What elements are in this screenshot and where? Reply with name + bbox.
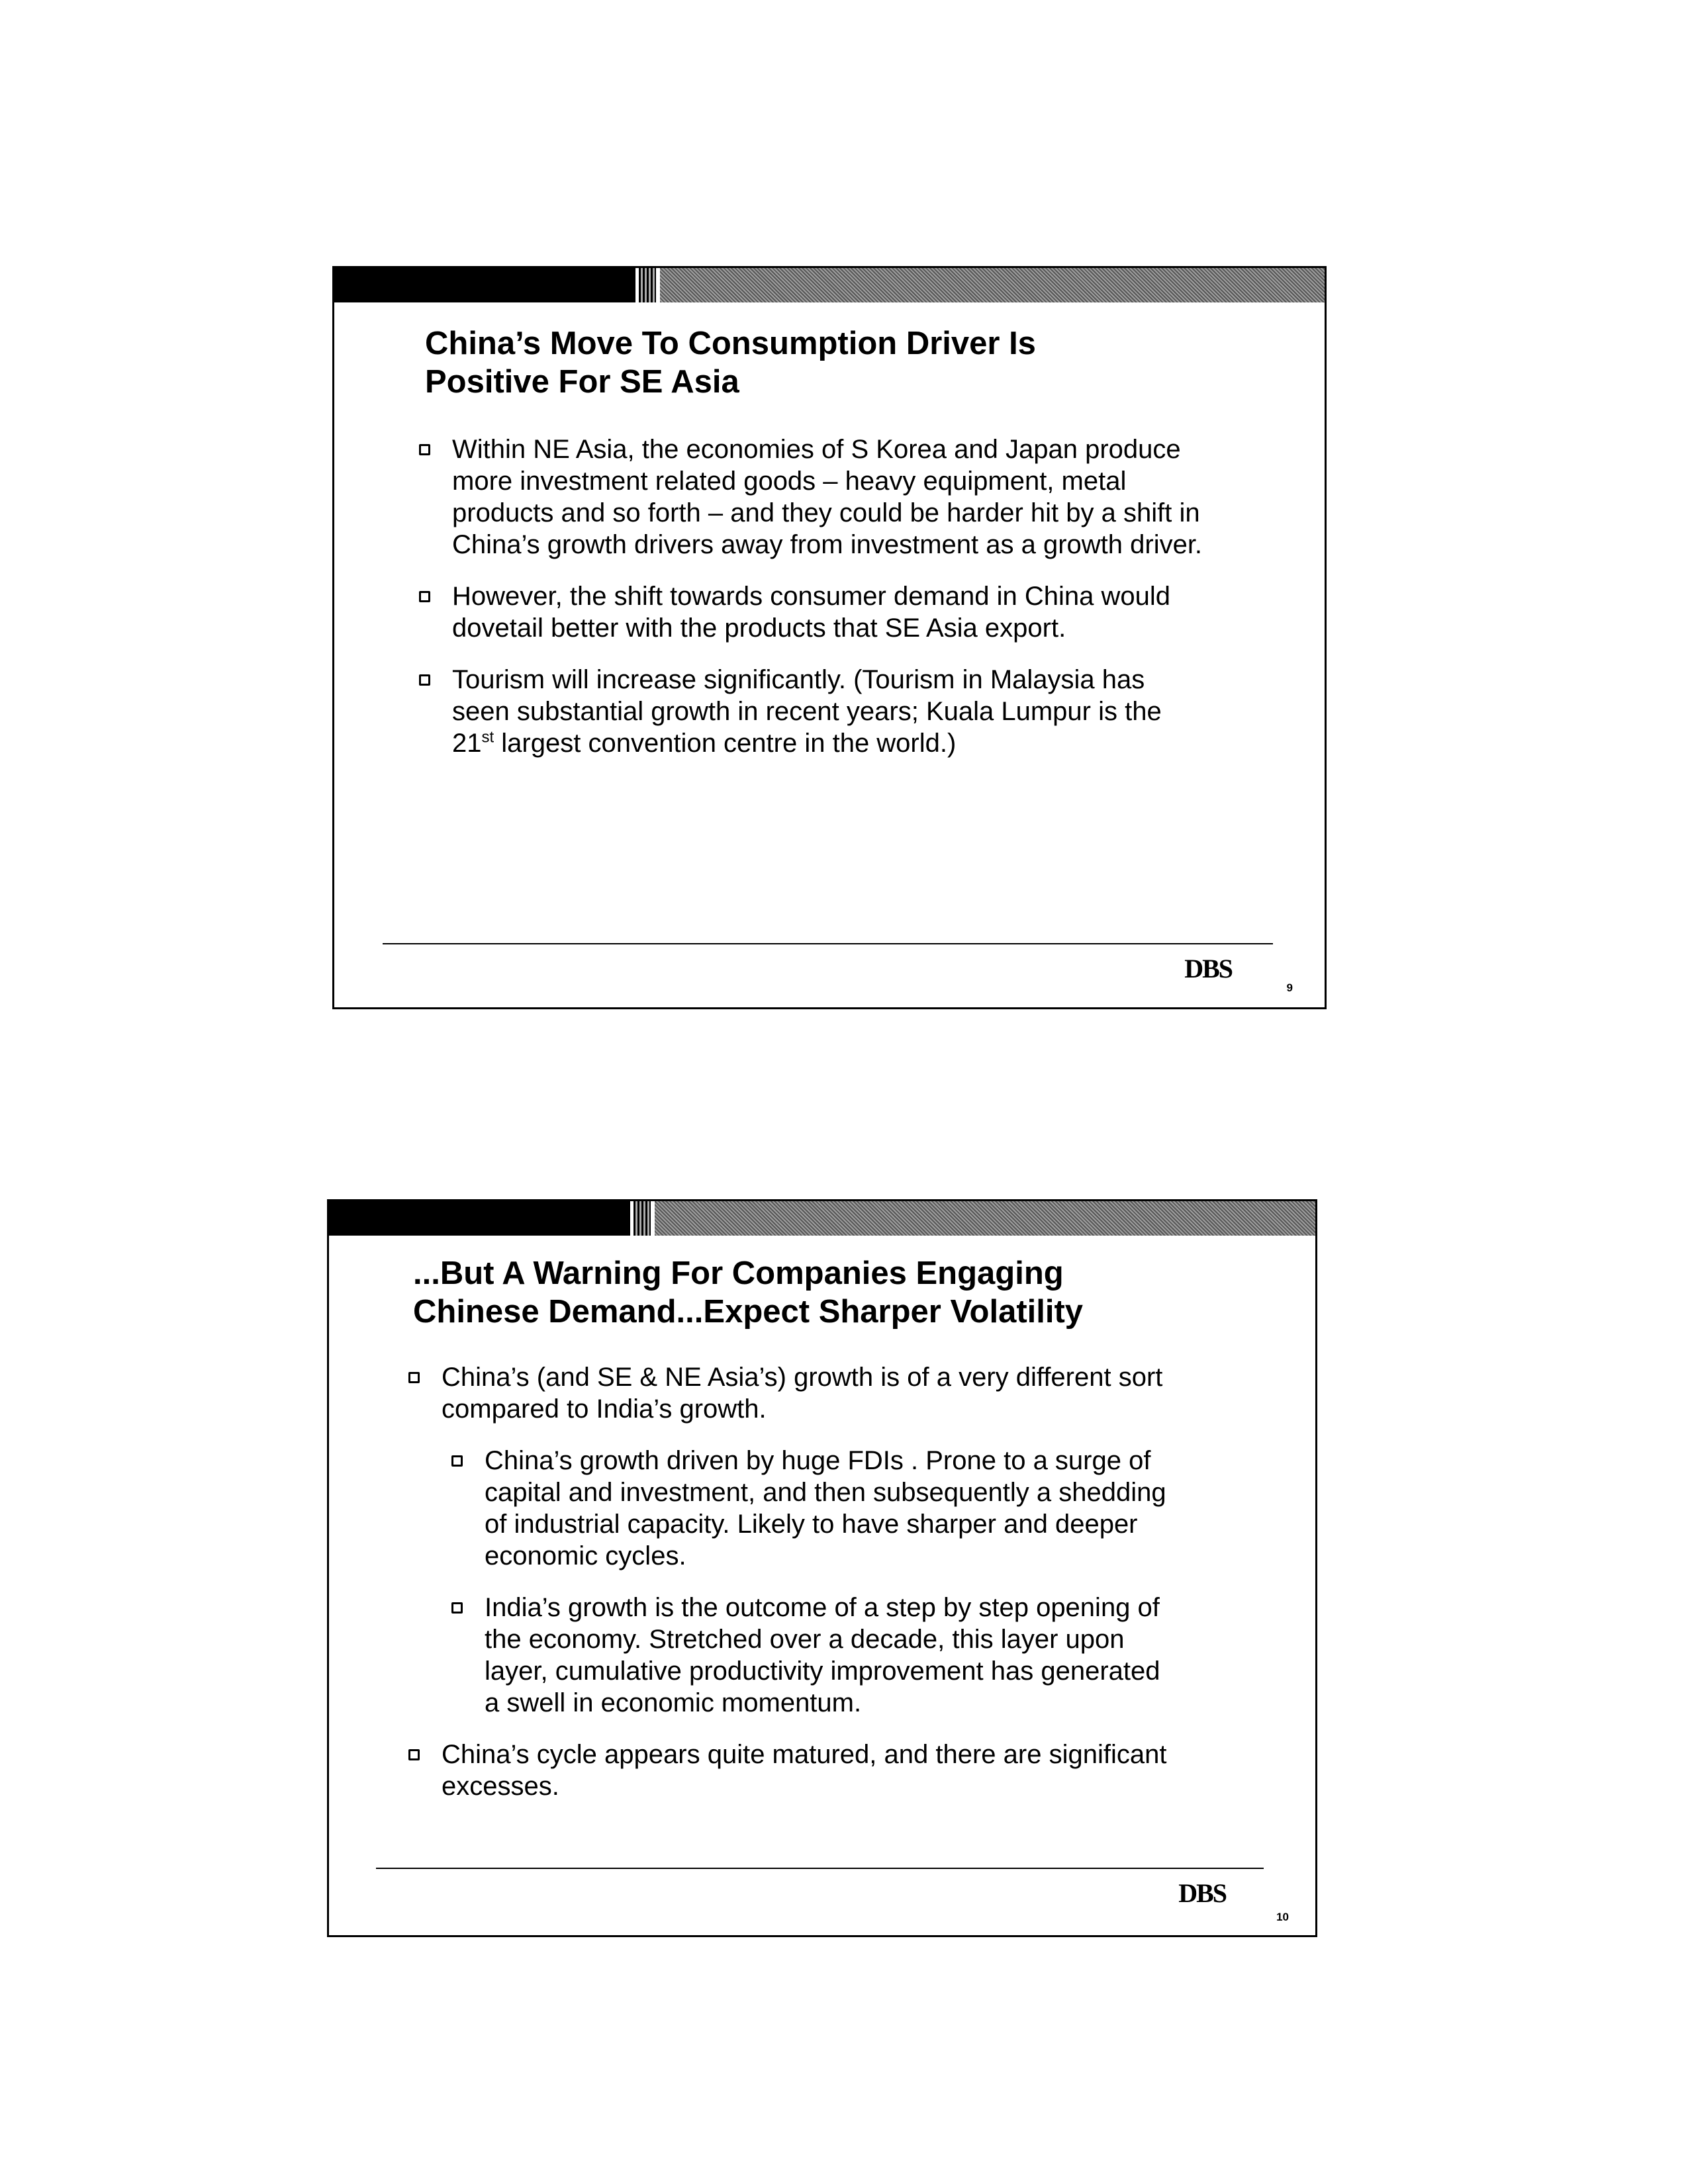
bullet-text: largest convention centre in the world.) — [494, 729, 957, 758]
ordinal-suffix: st — [481, 728, 494, 747]
checkbox-bullet-icon — [419, 674, 430, 686]
sub-bullet-item — [451, 1445, 1166, 1572]
footer-divider — [383, 943, 1273, 944]
bullet-line: excesses. — [442, 1772, 559, 1801]
bullet-line: Tourism will increase significantly. (Tourism in Malaysia has — [452, 665, 1145, 694]
sub-bullet-item — [451, 1592, 1166, 1719]
title-line: China’s Move To Consumption Driver Is — [425, 326, 1036, 361]
checkbox-bullet-icon — [408, 1372, 420, 1383]
bullet-line: economic cycles. — [485, 1541, 686, 1570]
bullet-item — [419, 433, 1202, 561]
title-line: Chinese Demand...Expect Sharper Volatility — [413, 1294, 1084, 1330]
bullet-line: China’s growth driven by huge FDIs . Prone to a surge of — [485, 1446, 1151, 1475]
slide-title — [425, 324, 1036, 401]
bullet-line: seen substantial growth in recent years; Kuala Lumpur is the — [452, 697, 1162, 726]
bullet-line: compared to India’s growth. — [442, 1394, 767, 1424]
checkbox-bullet-icon — [419, 444, 430, 455]
page-number: 10 — [1276, 1911, 1289, 1923]
bullet-line: products and so forth – and they could be harder hit by a shift in — [452, 498, 1200, 527]
slide-10 — [327, 1199, 1317, 1937]
title-line: Positive For SE Asia — [425, 364, 739, 400]
bullet-line: China’s cycle appears quite matured, and there are significant — [442, 1740, 1167, 1769]
slide-header-bar — [329, 1201, 1315, 1236]
footer-divider — [376, 1868, 1264, 1869]
ordinal-number: 21 — [452, 729, 482, 758]
bullet-line: China’s growth drivers away from investment as a growth driver. — [452, 530, 1203, 559]
page-number: 9 — [1286, 981, 1293, 994]
checkbox-bullet-icon — [408, 1749, 420, 1760]
bullet-item — [408, 1361, 1166, 1425]
bullet-line: China’s (and SE & NE Asia’s) growth is of a very different sort — [442, 1363, 1163, 1392]
slide-title — [413, 1254, 1083, 1331]
slide-header-bar — [334, 268, 1325, 302]
bullet-line: the economy. Stretched over a decade, this layer upon — [485, 1625, 1125, 1654]
title-line: ...But A Warning For Companies Engaging — [413, 1255, 1064, 1291]
bullet-line: a swell in economic momentum. — [485, 1688, 862, 1717]
bullet-item — [419, 580, 1202, 644]
bullet-line: India’s growth is the outcome of a step by step opening of — [485, 1593, 1160, 1622]
bullet-line: dovetail better with the products that SE Asia export. — [452, 614, 1066, 643]
checkbox-bullet-icon — [419, 591, 430, 602]
slide-9 — [332, 266, 1327, 1009]
bullet-list — [419, 433, 1202, 779]
bullet-item — [408, 1739, 1166, 1802]
bullet-line — [452, 727, 1202, 759]
bullet-line: Within NE Asia, the economies of S Korea and Japan produce — [452, 435, 1181, 464]
bullet-line: of industrial capacity. Likely to have sharper and deeper — [485, 1510, 1138, 1539]
bullet-line: However, the shift towards consumer demand in China would — [452, 582, 1170, 611]
dbs-logo: DBS — [1184, 954, 1232, 983]
bullet-item — [419, 664, 1202, 759]
bullet-line: capital and investment, and then subsequently a shedding — [485, 1478, 1166, 1507]
dbs-logo: DBS — [1178, 1878, 1226, 1908]
checkbox-bullet-icon — [451, 1602, 463, 1614]
checkbox-bullet-icon — [451, 1455, 463, 1467]
bullet-line: layer, cumulative productivity improvement has generated — [485, 1657, 1160, 1686]
bullet-list — [408, 1361, 1166, 1822]
bullet-line: more investment related goods – heavy equipment, metal — [452, 467, 1127, 496]
